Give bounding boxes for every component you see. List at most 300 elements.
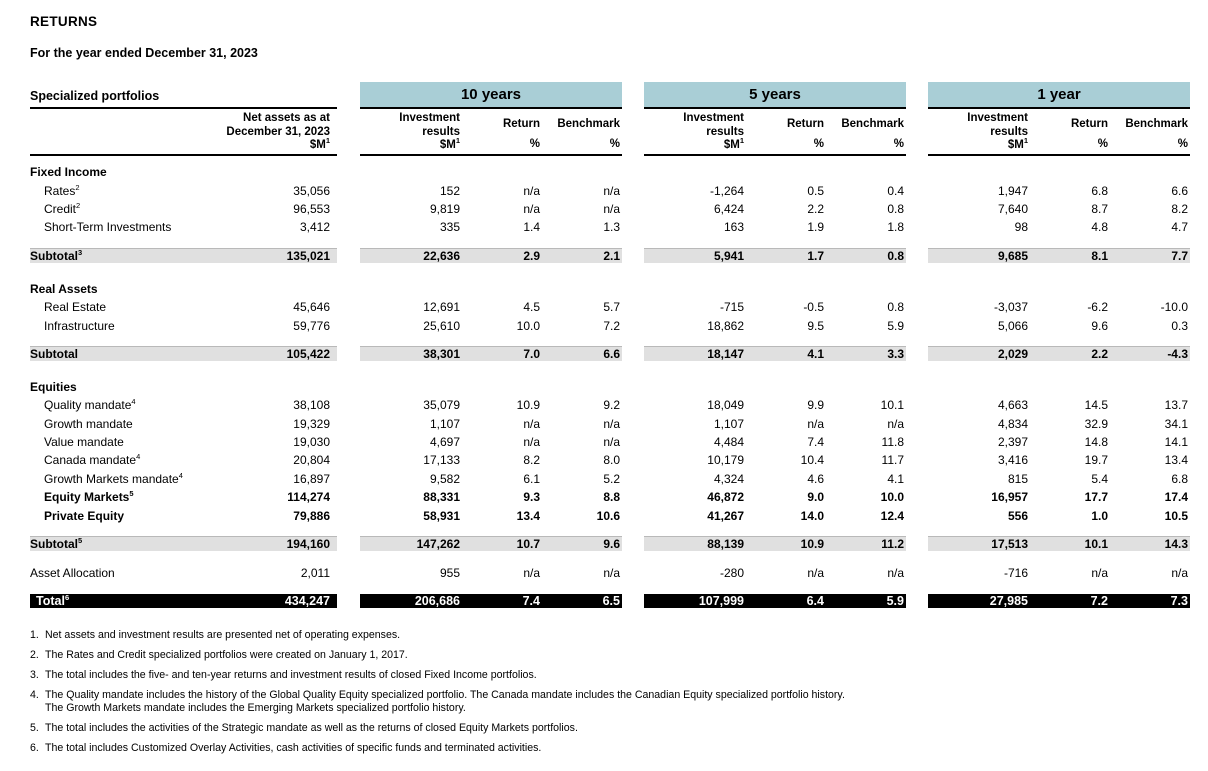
row-label-region [30,536,337,551]
period-cells-1-year [928,435,1190,449]
investment-unit-label: $\$M^1$ [439,136,460,151]
footnote-text [45,629,1190,642]
returns-table [30,82,1190,613]
table-row-quality-mandate [30,396,1190,414]
cell-5-years-return: 7.4 [807,435,824,450]
cell-1-year-investment: -716 [1003,566,1028,581]
footnote-4 [30,689,1190,715]
cell-1-year-benchmark: 13.7 [1164,398,1188,413]
cell-10-years-return: 9.3 [523,490,540,505]
period-cells-5-years [644,346,906,361]
cell-net-assets: 2,011 [300,566,330,581]
superscript-note: 1 [739,136,744,146]
benchmark-label: Benchmark [557,118,620,130]
cell-5-years-return: -0.5 [803,300,824,315]
period-cells-1-year [928,248,1190,263]
period-cells-5-years [644,453,906,467]
row-label-text: Equity Markets$^5$ [44,489,134,505]
cell-10-years-investment: 12,691 [423,300,460,315]
row-label-text: Subtotal$^5$ [30,536,83,552]
cell-10-years-return: n/a [523,435,540,450]
period-cells-1-year [928,594,1190,608]
footnote-number: 2. [30,649,39,662]
cell-5-years-benchmark: n/a [887,416,904,431]
row-label-region [30,472,337,486]
cell-1-year-investment: 556 [1007,508,1028,523]
period-cells-10-years [360,566,622,580]
cell-10-years-benchmark: n/a [603,183,620,198]
cell-net-assets: 19,329 [293,416,330,431]
period-cells-5-years [644,594,906,608]
return-label: Return [502,118,540,130]
benchmark-label-wrap [540,112,620,138]
footnote-1 [30,629,1190,642]
cell-1-year-investment: 4,663 [997,398,1028,413]
column-gap [622,109,644,156]
row-label-text: Growth Markets mandate$^4$ [44,470,183,486]
period-cells-1-year [928,220,1190,234]
table-row-subtotal [30,343,1190,365]
period-cells-5-years [644,220,906,234]
cell-5-years-return: 2.2 [807,201,824,216]
cell-1-year-investment: 16,957 [991,490,1028,505]
table-row-subtotal [30,533,1190,555]
cell-1-year-return: 7.2 [1090,594,1108,609]
cell-5-years-return: 14.0 [800,508,824,523]
period-band-5-years [644,82,906,109]
cell-1-year-return: 1.0 [1091,508,1108,523]
investment-results-label [928,112,1028,139]
cell-net-assets [237,165,337,179]
row-label-region [30,202,337,216]
cell-5-years-investment: 88,139 [707,537,744,552]
row-label-text: Total$^6$ [36,593,70,609]
cell-10-years-investment: 35,079 [423,398,460,413]
column-gap [622,82,644,109]
cell-5-years-investment: 18,862 [707,318,744,333]
row-label [30,417,237,431]
cell-10-years-investment: 25,610 [423,318,460,333]
cell-10-years-benchmark: n/a [603,435,620,450]
period-cells-1-year [928,536,1190,551]
row-label [30,594,237,608]
cell-5-years-investment: -1,264 [709,183,744,198]
cell-10-years-return: n/a [523,201,540,216]
net-assets-unit-label: $\$M^1$ [309,136,330,151]
investment-unit [360,136,460,156]
table-column-header-row [30,109,1190,156]
period-cells-5-years [644,417,906,431]
footnote-number: 1. [30,629,39,642]
benchmark-unit: % [893,137,904,150]
period-cells-5-years [644,184,906,198]
cell-1-year-benchmark: 17.4 [1164,490,1188,505]
footnote-number: 5. [30,722,39,735]
cell-1-year-return: 4.8 [1091,220,1108,235]
footnote-5 [30,722,1190,735]
cell-5-years-benchmark: 0.8 [887,300,904,315]
cell-5-years-return: 4.1 [807,347,824,362]
cell-net-assets: 79,886 [293,508,330,523]
period-cells-1-year [928,398,1190,412]
cell-1-year-return: 8.7 [1091,201,1108,216]
row-label-text: Rates$^2$ [44,182,80,198]
cell-10-years-investment: 152 [439,183,460,198]
period-cells-1-year [928,509,1190,523]
benchmark-header [540,109,622,154]
cell-1-year-return: -6.2 [1087,300,1108,315]
cell-1-year-investment: 2,029 [997,347,1028,362]
column-headers-1-year [928,109,1190,156]
cell-1-year-return: 14.8 [1084,435,1108,450]
cell-10-years-return: 2.9 [523,249,540,264]
cell-5-years-return: 9.0 [807,490,824,505]
row-label [30,509,237,523]
column-gap [337,109,360,156]
period-cells-10-years [360,509,622,523]
cell-10-years-investment: 22,636 [423,249,460,264]
period-title-10-years: 10 years [460,86,522,103]
period-cells-1-year [928,453,1190,467]
table-row-equity-markets [30,488,1190,506]
cell-10-years-investment: 4,697 [429,435,460,450]
column-headers-5-years [644,109,906,156]
period-cells-10-years [360,453,622,467]
period-cells-10-years [360,319,622,333]
cell-10-years-investment: 1,107 [429,416,460,431]
cell-10-years-return: n/a [523,183,540,198]
cell-5-years-benchmark: 1.8 [887,220,904,235]
cell-1-year-benchmark: 7.7 [1171,249,1188,264]
cell-net-assets: 135,021 [286,249,330,264]
return-label: Return [786,118,824,130]
superscript-note: 4 [131,397,136,407]
net-assets-header-cell [30,109,337,156]
investment-line2: results [422,125,460,138]
footnote-text [45,649,1190,662]
cell-10-years-return: 7.0 [523,347,540,362]
cell-5-years-investment: 4,484 [713,435,744,450]
investment-unit-label: $\$M^1$ [1007,136,1028,151]
investment-unit [928,136,1028,156]
table-row-fixed-income [30,163,1190,181]
cell-5-years-benchmark: 0.8 [887,249,904,264]
row-label-text: Equities [30,379,77,394]
cell-1-year-benchmark: 13.4 [1164,453,1188,468]
return-unit: % [813,137,824,150]
return-header [1028,109,1108,154]
period-cells-1-year [928,346,1190,361]
net-assets-unit [30,136,330,153]
cell-5-years-benchmark: 0.4 [887,183,904,198]
cell-net-assets: 434,247 [284,594,330,609]
superscript-note: 3 [78,248,83,258]
cell-1-year-benchmark: 6.6 [1171,183,1188,198]
period-cells-5-years [644,398,906,412]
row-label [30,380,237,394]
superscript-note: 5 [78,536,83,546]
period-cells-1-year [928,490,1190,504]
row-label-text: Real Estate [44,300,107,315]
period-cells-10-years [360,300,622,314]
period-cells-1-year [928,184,1190,198]
row-label-text: Subtotal [30,347,78,362]
benchmark-unit: % [609,137,620,150]
return-label-wrap [744,112,824,138]
cell-1-year-investment: 17,513 [991,537,1028,552]
footnote-text [45,722,1190,735]
cell-net-assets [237,282,337,296]
footnote-text [45,669,1190,682]
cell-5-years-investment: 41,267 [707,508,744,523]
row-label [30,220,237,234]
footnote-3 [30,669,1190,682]
cell-5-years-benchmark: 0.8 [887,201,904,216]
row-label [30,249,237,263]
row-label-region [30,594,337,608]
cell-5-years-benchmark: 12.4 [880,508,904,523]
cell-1-year-investment: 5,066 [997,318,1028,333]
cell-5-years-investment: 18,049 [707,398,744,413]
cell-5-years-investment: -715 [719,300,744,315]
period-title-1-year: 1 year [1037,86,1081,103]
investment-line1: Investment [399,112,460,124]
cell-10-years-investment: 9,819 [429,201,460,216]
investment-results-label [644,112,744,139]
investment-unit-label: $\$M^1$ [723,136,744,151]
period-cells-5-years [644,472,906,486]
superscript-note: 4 [178,470,183,480]
benchmark-unit: % [1177,137,1188,150]
row-label [30,319,237,333]
cell-5-years-return: 1.7 [807,249,824,264]
cell-5-years-return: 6.4 [806,594,824,609]
cell-10-years-benchmark: 6.6 [603,347,620,362]
cell-1-year-benchmark: 7.3 [1170,594,1188,609]
footnote-line: The total includes Customized Overlay Activities, cash activities of specific funds and terminated activities. [45,742,542,755]
column-gap [906,109,928,156]
cell-5-years-benchmark: 4.1 [887,471,904,486]
footnote-number: 3. [30,669,39,682]
cell-net-assets: 96,553 [293,201,330,216]
footnote-6 [30,742,1190,755]
period-cells-1-year [928,319,1190,333]
row-label-text: Value mandate [44,435,124,450]
cell-5-years-benchmark: 10.1 [880,398,904,413]
footnote-2 [30,649,1190,662]
cell-10-years-benchmark: 6.5 [602,594,620,609]
footnotes [30,629,1190,755]
cell-10-years-benchmark: n/a [603,566,620,581]
table-row-infrastructure [30,316,1190,334]
period-cells-10-years [360,536,622,551]
specialized-portfolios-label: Specialized portfolios [30,89,160,103]
cell-1-year-investment: 2,397 [997,435,1028,450]
benchmark-label: Benchmark [1125,118,1188,130]
row-label-region [30,220,337,234]
footnote-line: The total includes the activities of the Strategic mandate as well as the returns of closed Equity Markets portfolios. [45,722,578,735]
cell-10-years-benchmark: 8.0 [603,453,620,468]
cell-10-years-return: 8.2 [523,453,540,468]
row-label [30,472,237,486]
cell-5-years-return: 1.9 [807,220,824,235]
cell-1-year-benchmark: n/a [1171,566,1188,581]
investment-results-header [360,109,460,154]
period-title-5-years: 5 years [749,86,801,103]
cell-10-years-return: 10.9 [516,398,540,413]
superscript-note: 1 [455,136,460,146]
cell-net-assets: 194,160 [286,537,330,552]
period-band-1-year [928,82,1190,109]
cell-10-years-benchmark: n/a [603,416,620,431]
cell-5-years-investment: 1,107 [713,416,744,431]
table-row-subtotal [30,245,1190,267]
cell-10-years-return: 10.7 [516,537,540,552]
cell-5-years-investment: 18,147 [707,347,744,362]
cell-10-years-benchmark: 5.7 [603,300,620,315]
cell-5-years-return: 10.4 [800,453,824,468]
return-unit: % [529,137,540,150]
cell-1-year-return: 19.7 [1084,453,1108,468]
cell-1-year-investment: 27,985 [989,594,1028,609]
row-label [30,184,237,198]
cell-1-year-investment: 815 [1007,471,1028,486]
period-cells-10-years [360,490,622,504]
row-label-text: Infrastructure [44,318,115,333]
cell-10-years-return: 10.0 [516,318,540,333]
cell-5-years-return: n/a [807,566,824,581]
cell-1-year-benchmark: -4.3 [1167,347,1188,362]
investment-results-header [644,109,744,154]
row-label-text: Growth mandate [44,416,133,431]
superscript-note: 1 [1023,136,1028,146]
table-row-equities [30,378,1190,396]
cell-1-year-return: 14.5 [1084,398,1108,413]
cell-net-assets: 59,776 [293,318,330,333]
cell-1-year-investment: 7,640 [997,201,1028,216]
table-row-rates [30,181,1190,199]
row-label-region [30,398,337,412]
page-title: RETURNS [30,14,98,29]
row-label-text: Asset Allocation [30,566,115,581]
table-row-short-term-investments [30,218,1190,236]
benchmark-header [824,109,906,154]
row-label-region [30,184,337,198]
row-label-region [30,282,337,296]
row-label [30,282,237,296]
footnote-number: 6. [30,742,39,755]
row-label-text: Real Assets [30,281,98,296]
cell-10-years-return: 4.5 [523,300,540,315]
table-row-credit [30,200,1190,218]
cell-1-year-return: n/a [1091,566,1108,581]
cell-10-years-investment: 9,582 [429,471,460,486]
cell-1-year-benchmark: 0.3 [1171,318,1188,333]
cell-1-year-benchmark: 10.5 [1164,508,1188,523]
period-cells-1-year [928,300,1190,314]
footnote-line: The Rates and Credit specialized portfolios were created on January 1, 2017. [45,649,408,662]
row-label [30,453,237,467]
cell-1-year-return: 5.4 [1091,471,1108,486]
period-cells-10-years [360,398,622,412]
investment-results-label [360,112,460,139]
cell-5-years-return: 4.6 [807,471,824,486]
row-label [30,537,237,551]
cell-10-years-investment: 58,931 [423,508,460,523]
cell-5-years-investment: 4,324 [713,471,744,486]
cell-10-years-return: n/a [523,416,540,431]
cell-net-assets: 16,897 [293,471,330,486]
cell-5-years-benchmark: 11.7 [881,453,904,468]
period-cells-5-years [644,202,906,216]
footnote-line: Net assets and investment results are presented net of operating expenses. [45,629,401,642]
table-row-value-mandate [30,433,1190,451]
row-label-region [30,453,337,467]
cell-net-assets: 19,030 [293,435,330,450]
page-subtitle: For the year ended December 31, 2023 [30,46,258,60]
table-row-total [30,589,1190,613]
table-row-real-estate [30,298,1190,316]
period-cells-5-years [644,435,906,449]
cell-10-years-benchmark: 10.6 [596,508,620,523]
period-cells-10-years [360,346,622,361]
return-header [744,109,824,154]
return-label-wrap [1028,112,1108,138]
superscript-note: 1 [325,136,330,146]
investment-unit [644,136,744,156]
investment-line2: results [706,125,744,138]
cell-10-years-return: 6.1 [523,471,540,486]
period-cells-5-years [644,319,906,333]
cell-10-years-investment: 147,262 [416,537,460,552]
cell-5-years-investment: 107,999 [698,594,744,609]
cell-1-year-return: 8.1 [1091,249,1108,264]
return-header [460,109,540,154]
cell-net-assets: 20,804 [293,453,330,468]
row-label-text: Subtotal$^3$ [30,248,83,264]
table-row-asset-allocation [30,564,1190,582]
row-label-region [30,165,337,179]
cell-net-assets: 105,422 [286,347,330,362]
cell-1-year-investment: 3,416 [997,453,1028,468]
cell-5-years-investment: -280 [719,566,744,581]
cell-5-years-return: n/a [807,416,824,431]
row-label [30,566,237,580]
row-label-region [30,346,337,361]
cell-1-year-investment: 1,947 [997,183,1028,198]
footnote-text [45,689,1190,715]
cell-5-years-benchmark: 11.8 [881,435,904,450]
period-cells-1-year [928,417,1190,431]
cell-net-assets [237,380,337,394]
footnote-number: 4. [30,689,39,702]
period-cells-5-years [644,566,906,580]
period-cells-5-years [644,300,906,314]
column-gap [906,82,928,109]
cell-10-years-investment: 335 [439,220,460,235]
row-label-text: Quality mandate$^4$ [44,397,136,413]
row-label-region [30,300,337,314]
cell-10-years-benchmark: n/a [603,201,620,216]
cell-5-years-benchmark: 5.9 [887,318,904,333]
table-row-growth-mandate [30,415,1190,433]
cell-1-year-return: 32.9 [1084,416,1108,431]
cell-net-assets: 45,646 [293,300,330,315]
row-label [30,300,237,314]
investment-results-header [928,109,1028,154]
period-cells-10-years [360,417,622,431]
cell-5-years-benchmark: n/a [887,566,904,581]
